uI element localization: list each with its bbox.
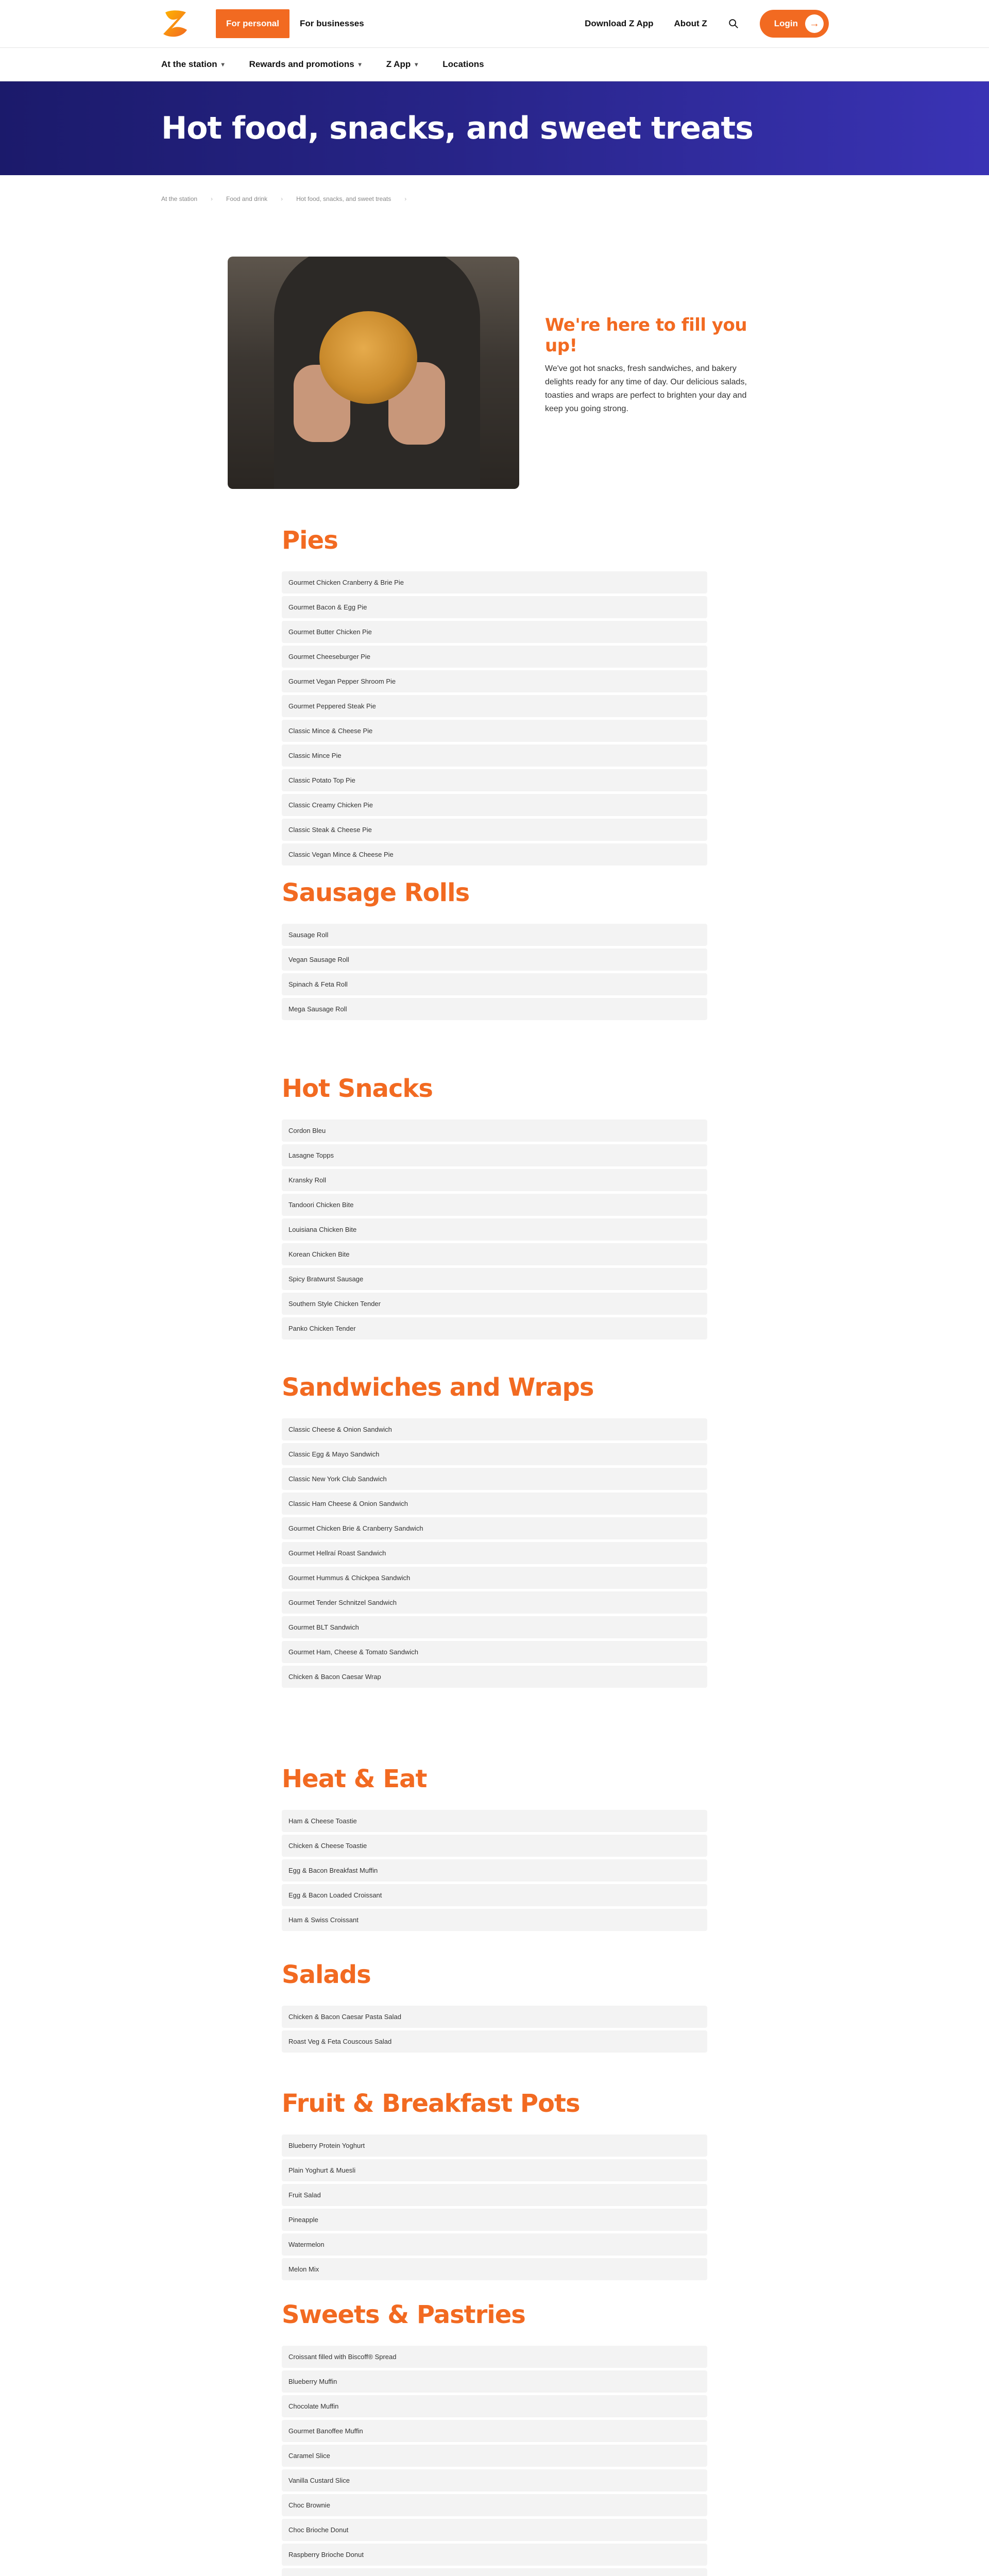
list-item: Ham & Swiss Croissant — [282, 1909, 707, 1931]
list-item: Melon Mix — [282, 2258, 707, 2280]
page-title: Hot food, snacks, and sweet treats — [161, 110, 753, 146]
nav-label: Locations — [442, 59, 484, 69]
list-item: Caramel Slice — [282, 2445, 707, 2467]
list-item: Vanilla Custard Slice — [282, 2469, 707, 2492]
intro-heading: We're here to fill you up! — [545, 315, 747, 356]
list-item: Classic Egg & Mayo Sandwich — [282, 1443, 707, 1465]
list-item: Gourmet Banoffee Muffin — [282, 2420, 707, 2442]
list-item: Gourmet Peppered Steak Pie — [282, 695, 707, 717]
section-title: Hot Snacks — [282, 1074, 433, 1103]
section-title: Sausage Rolls — [282, 878, 470, 907]
section-sweets — [282, 2285, 989, 2576]
section-fruit-pots — [282, 2074, 989, 2285]
tab-for-businesses[interactable]: For businesses — [299, 19, 364, 28]
section-sausage-rolls — [282, 837, 989, 1054]
section-title: Sandwiches and Wraps — [282, 1373, 594, 1402]
nav-label: Z App — [386, 59, 411, 69]
list-item: Roast Veg & Feta Couscous Salad — [282, 2030, 707, 2053]
list-item: Chocolate Muffin — [282, 2395, 707, 2417]
download-app-link[interactable]: Download Z App — [585, 19, 654, 28]
list-item: Cordon Bleu — [282, 1120, 707, 1142]
list-item: Kransky Roll — [282, 1169, 707, 1191]
list-item: Classic Potato Top Pie — [282, 769, 707, 791]
list-item: Choc Brownie — [282, 2494, 707, 2516]
list-item: Classic New York Club Sandwich — [282, 1468, 707, 1490]
section-hot-snacks — [282, 1054, 989, 1352]
breadcrumb-current: Hot food, snacks, and sweet treats — [296, 195, 391, 202]
section-title: Fruit & Breakfast Pots — [282, 2089, 580, 2118]
list-item: Classic Mince Pie — [282, 744, 707, 767]
list-item: Egg & Bacon Breakfast Muffin — [282, 1859, 707, 1882]
arrow-right-icon: → — [805, 14, 824, 33]
list-item: Gourmet Vegan Pepper Shroom Pie — [282, 670, 707, 692]
section-title: Salads — [282, 1960, 371, 1989]
list-item: Classic Creamy Chicken Pie — [282, 794, 707, 816]
list-item: Classic Steak & Cheese Pie — [282, 819, 707, 841]
chevron-down-icon: ▾ — [221, 61, 225, 68]
list-item: Croissant filled with Biscoff® Spread — [282, 2346, 707, 2368]
nav-at-the-station[interactable] — [161, 59, 225, 70]
list-item: Gourmet Hummus & Chickpea Sandwich — [282, 1567, 707, 1589]
z-logo[interactable] — [161, 8, 189, 39]
top-bar — [0, 0, 989, 47]
list-item: Gourmet Hellraí Roast Sandwich — [282, 1542, 707, 1564]
chevron-right-icon: › — [404, 195, 407, 202]
list-item: Spicy Bratwurst Sausage — [282, 1268, 707, 1290]
breadcrumb — [0, 175, 989, 223]
list-item: Gourmet Chicken Cranberry & Brie Pie — [282, 571, 707, 594]
tab-for-personal[interactable]: For personal — [216, 9, 289, 38]
list-item: Chicken & Bacon Caesar Wrap — [282, 1666, 707, 1688]
section-sandwiches — [282, 1352, 989, 1744]
list-item: Gourmet Cheeseburger Pie — [282, 646, 707, 668]
intro-section — [0, 223, 989, 497]
nav-rewards[interactable] — [249, 59, 362, 70]
list-item: Gourmet Butter Chicken Pie — [282, 621, 707, 643]
chevron-down-icon: ▾ — [415, 61, 418, 68]
site-header — [0, 0, 989, 81]
list-item: Gourmet Ham, Cheese & Tomato Sandwich — [282, 1641, 707, 1663]
menu-list — [0, 497, 989, 2576]
list-item: Gourmet Tender Schnitzel Sandwich — [282, 1591, 707, 1614]
section-salads — [282, 1945, 989, 2074]
list-item: Gourmet Chicken Brie & Cranberry Sandwich — [282, 1517, 707, 1539]
chevron-right-icon: › — [211, 195, 213, 202]
list-item: Panko Chicken Tender — [282, 1317, 707, 1340]
list-item: Vegan Sausage Roll — [282, 948, 707, 971]
chevron-down-icon: ▾ — [358, 61, 362, 68]
about-z-link[interactable]: About Z — [674, 19, 707, 28]
pie-photo — [228, 257, 519, 489]
intro-body: We've got hot snacks, fresh sandwiches, and bakery delights ready for any time of day. Our delicious salads, toasties and wraps are perfect to brighten your day and keep you going strong. — [545, 364, 747, 413]
list-item: Blueberry Protein Yoghurt — [282, 2134, 707, 2157]
section-heat-and-eat — [282, 1744, 989, 1945]
nav-locations[interactable] — [442, 59, 484, 70]
breadcrumb-item[interactable]: Food and drink — [226, 195, 268, 202]
list-item: Sausage Roll — [282, 924, 707, 946]
section-title: Heat & Eat — [282, 1765, 427, 1793]
login-button[interactable] — [760, 10, 829, 38]
header-actions — [585, 0, 829, 47]
list-item: Classic Ham Cheese & Onion Sandwich — [282, 1493, 707, 1515]
hero-banner — [0, 81, 989, 175]
list-item: Mega Sausage Roll — [282, 998, 707, 1020]
list-item: Gourmet Bacon & Egg Pie — [282, 596, 707, 618]
list-item: Fruit Salad — [282, 2184, 707, 2206]
audience-tabs — [216, 9, 374, 38]
list-item: Watermelon — [282, 2233, 707, 2256]
breadcrumb-item[interactable]: At the station — [161, 195, 198, 202]
list-item: Spinach & Feta Roll — [282, 973, 707, 995]
list-item: Tandoori Chicken Bite — [282, 1194, 707, 1216]
section-title: Sweets & Pastries — [282, 2300, 525, 2329]
nav-label: Rewards and promotions — [249, 59, 354, 69]
list-item: Egg & Bacon Loaded Croissant — [282, 1884, 707, 1906]
list-item: Korean Chicken Bite — [282, 1243, 707, 1265]
list-item: Southern Style Chicken Tender — [282, 1293, 707, 1315]
intro-text — [545, 257, 766, 497]
list-item: Plain Yoghurt & Muesli — [282, 2159, 707, 2181]
nav-z-app[interactable] — [386, 59, 418, 70]
list-item: Classic Mince & Cheese Pie — [282, 720, 707, 742]
list-item: Choc Brioche Donut — [282, 2519, 707, 2541]
list-item: Classic Cheese & Onion Sandwich — [282, 1418, 707, 1440]
list-item: Chicken & Bacon Caesar Pasta Salad — [282, 2006, 707, 2028]
list-item: Raspberry Brioche Donut — [282, 2544, 707, 2566]
list-item: Classic Vegan Mince & Cheese Pie — [282, 843, 707, 866]
list-item: Gourmet BLT Sandwich — [282, 1616, 707, 1638]
list-item: Chicken & Cheese Toastie — [282, 1835, 707, 1857]
nav-label: At the station — [161, 59, 217, 69]
section-title: Pies — [282, 526, 338, 555]
list-item: Ham & Cheese Toastie — [282, 1810, 707, 1832]
login-label: Login — [774, 19, 798, 28]
section-pies — [282, 497, 989, 858]
list-item: Lasagne Topps — [282, 1144, 707, 1166]
list-item — [282, 2568, 707, 2576]
chevron-right-icon: › — [281, 195, 283, 202]
search-icon[interactable] — [728, 18, 739, 29]
main-nav — [0, 47, 989, 81]
list-item: Pineapple — [282, 2209, 707, 2231]
list-item: Blueberry Muffin — [282, 2370, 707, 2393]
list-item: Louisiana Chicken Bite — [282, 1218, 707, 1241]
